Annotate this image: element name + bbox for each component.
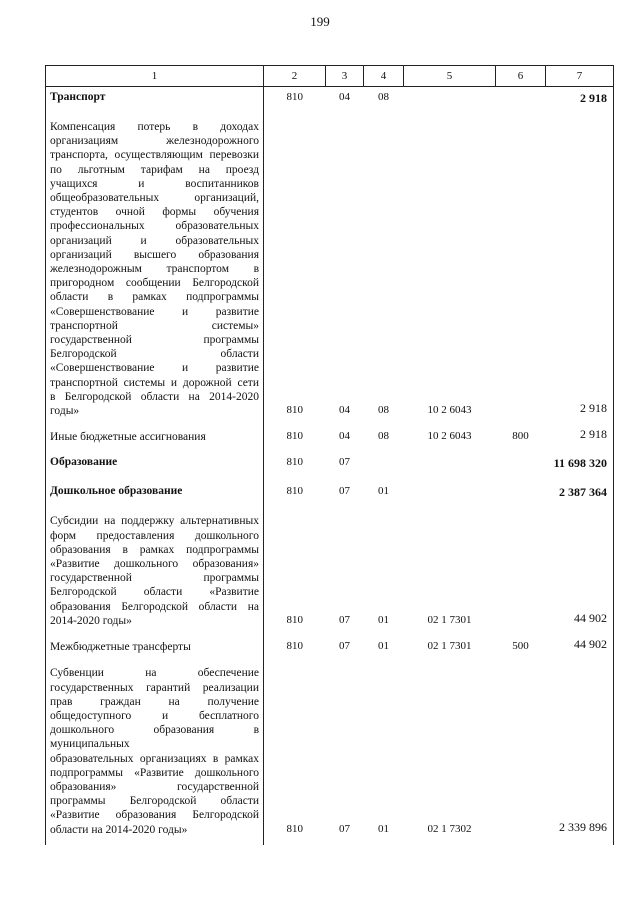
row-name-line: прав граждан на получение — [50, 695, 259, 708]
column-header: 7 — [546, 66, 614, 87]
cell-c2: 810 — [286, 822, 303, 835]
page-number: 199 — [310, 14, 330, 29]
cell-c6 — [496, 510, 546, 636]
cell-c2: 810 — [286, 485, 303, 498]
cell-c3: 07 — [339, 485, 350, 498]
row-name-line: «Совершенствование и развитие — [50, 305, 259, 318]
row-name-line: области на 2014-2020 годы» — [50, 823, 188, 836]
row-name-line: транспортной системы» — [50, 319, 259, 332]
row-name-line: в Белгородской области на 2014-2020 — [50, 390, 259, 403]
cell-c3: 07 — [339, 614, 350, 627]
row-name-line: Компенсация потерь в доходах — [50, 121, 259, 133]
cell-c7: 44 902 — [546, 636, 614, 662]
row-name — [46, 510, 264, 636]
row-name — [46, 87, 264, 117]
cell-c7: 11 698 320 — [546, 452, 614, 481]
row-name-line: транспортной системы и дорожной сети — [50, 376, 259, 389]
cell-c6: 800 — [512, 430, 529, 443]
cell-c6 — [496, 87, 546, 117]
row-name — [46, 452, 264, 481]
row-name-line: Иные бюджетные ассигнования — [50, 431, 206, 444]
table-row — [46, 636, 614, 662]
row-name-line: дошкольного образования в — [50, 724, 259, 737]
row-name-line: государственных гарантий реализации — [50, 681, 259, 694]
cell-c4: 01 — [378, 485, 389, 498]
column-header: 6 — [496, 66, 546, 87]
column-header: 1 — [46, 66, 264, 87]
cell-c5 — [404, 481, 496, 510]
cell-c4: 08 — [378, 430, 389, 443]
cell-c6: 500 — [512, 640, 529, 653]
cell-c5: 10 2 6043 — [427, 404, 472, 417]
cell-c4: 01 — [378, 822, 389, 835]
row-name-line: профессиональных образовательных — [50, 220, 259, 233]
column-header: 4 — [364, 66, 404, 87]
table-row — [46, 426, 614, 452]
row-name-line: организаций высшего образования — [50, 248, 259, 261]
row-name-line: «Развитие дошкольного образования» — [50, 558, 259, 571]
cell-c7: 2 918 — [546, 87, 614, 117]
cell-c7: 2 918 — [546, 116, 614, 426]
cell-c3: 04 — [339, 91, 350, 103]
row-name-line: государственной программы — [50, 572, 259, 585]
row-name-line: образования Белгородской области на — [50, 600, 259, 613]
cell-c3: 04 — [339, 430, 350, 443]
row-name-line: Субсидии на поддержку альтернативных — [50, 515, 259, 528]
cell-c7: 44 902 — [546, 510, 614, 636]
column-header: 2 — [264, 66, 326, 87]
table-row — [46, 510, 614, 636]
row-name-line: Дошкольное образование — [50, 485, 183, 498]
row-name-line: образовательных организациях в рамках — [50, 752, 259, 765]
cell-c7: 2 339 896 — [546, 662, 614, 844]
cell-c2: 810 — [286, 640, 303, 653]
cell-c2: 810 — [286, 404, 303, 417]
row-name-line: Белгородской области — [50, 348, 259, 361]
cell-c5: 02 1 7301 — [427, 614, 472, 627]
cell-c6 — [496, 452, 546, 481]
row-name-line: подпрограммы «Развитие дошкольного — [50, 766, 259, 779]
cell-c4: 01 — [378, 614, 389, 627]
row-name-line: Межбюджетные трансферты — [50, 641, 191, 654]
row-name-line: организациям железнодорожного — [50, 135, 259, 148]
cell-c4 — [364, 452, 404, 481]
row-name-line: годы» — [50, 405, 80, 418]
row-name-line: «Совершенствование и развитие — [50, 362, 259, 375]
table-row — [46, 662, 614, 844]
cell-c3: 07 — [339, 822, 350, 835]
row-name-line: Субвенции на обеспечение — [50, 667, 259, 680]
table-row — [46, 452, 614, 481]
row-name-line: образования в рамках подпрограммы — [50, 543, 259, 556]
cell-c7: 2 387 364 — [546, 481, 614, 510]
column-header: 3 — [326, 66, 364, 87]
cell-c4: 08 — [378, 91, 389, 103]
row-name-line: Белгородской области «Развитие — [50, 586, 259, 599]
row-name-line: форм предоставления дошкольного — [50, 529, 259, 542]
row-name — [46, 481, 264, 510]
row-name-line: общеобразовательных организаций, — [50, 192, 259, 205]
cell-c2: 810 — [286, 91, 303, 103]
row-name-line: по льготным тарифам на проезд — [50, 163, 259, 176]
row-name-line: транспорта, осуществляющим перевозки — [50, 149, 259, 162]
table-header-row — [46, 66, 614, 87]
row-name-line: Образование — [50, 456, 118, 469]
cell-c2: 810 — [286, 614, 303, 627]
column-header: 5 — [404, 66, 496, 87]
cell-c3: 07 — [339, 640, 350, 653]
row-name — [46, 116, 264, 426]
cell-c6 — [496, 481, 546, 510]
row-name-line: области в рамках подпрограммы — [50, 291, 259, 304]
cell-c5 — [404, 452, 496, 481]
row-name-line: государственной программы — [50, 334, 259, 347]
cell-c5 — [404, 87, 496, 117]
cell-c7: 2 918 — [546, 426, 614, 452]
row-name-line: 2014-2020 годы» — [50, 614, 132, 627]
cell-c5: 10 2 6043 — [427, 430, 472, 443]
cell-c2: 810 — [286, 430, 303, 443]
row-name-line: организаций и образовательных — [50, 234, 259, 247]
cell-c4: 08 — [378, 404, 389, 417]
cell-c3: 07 — [339, 456, 350, 469]
row-name-line: железнодорожным транспортом в — [50, 263, 259, 276]
row-name-line: общедоступного и бесплатного — [50, 709, 259, 722]
row-name-line: образования» государственной — [50, 780, 259, 793]
row-name-line: муниципальных — [50, 738, 130, 751]
row-name-line: пригородном сообщении Белгородской — [50, 277, 259, 290]
cell-c6 — [496, 662, 546, 844]
cell-c5: 02 1 7301 — [427, 640, 472, 653]
cell-c4: 01 — [378, 640, 389, 653]
row-name — [46, 662, 264, 844]
cell-c5: 02 1 7302 — [427, 822, 472, 835]
cell-c3: 04 — [339, 404, 350, 417]
row-name — [46, 426, 264, 452]
row-name-line: студентов очной формы обучения — [50, 206, 259, 219]
row-name-line: программы Белгородской области — [50, 795, 259, 808]
cell-c2: 810 — [286, 456, 303, 469]
table-row — [46, 481, 614, 510]
row-name-line: «Развитие образования Белгородской — [50, 809, 259, 822]
budget-table — [45, 65, 614, 845]
table-row — [46, 87, 614, 117]
row-name-line: учащихся и воспитанников — [50, 177, 259, 190]
cell-c6 — [496, 116, 546, 426]
table-row — [46, 116, 614, 426]
row-name-line: Транспорт — [50, 91, 106, 103]
row-name — [46, 636, 264, 662]
